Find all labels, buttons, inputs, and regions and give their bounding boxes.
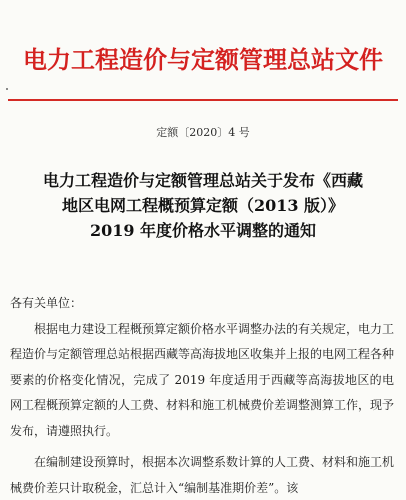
red-separator-line xyxy=(8,99,398,101)
body-paragraph-1: 根据电力建设工程概预算定额价格水平调整办法的有关规定，电力工程造价与定额管理总站根据西藏等高海拔地区收集并上报的电网工程各种要素的价格变化情况，完成了 2019 年度适用于西藏等高海拔地区的电网工程概预算定额的人工费、材料和施工机械费价差调整测算工作，现予发布，请遵照执行。 xyxy=(10,321,395,438)
issuer-header: 电力工程造价与定额管理总站文件 xyxy=(23,45,383,74)
notice-body xyxy=(10,291,394,500)
notice-title-line-1: 电力工程造价与定额管理总站关于发布《西藏 xyxy=(42,171,363,190)
scan-speck xyxy=(6,88,8,90)
salutation: 各有关单位： xyxy=(10,296,83,310)
notice-title xyxy=(8,168,398,243)
body-paragraph-2: 在编制建设预算时，根据本次调整系数计算的人工费、材料和施工机械费价差只计取税金，汇总计入“编制基准期价差”。该 xyxy=(10,455,395,495)
notice-title-line-3: 2019 年度价格水平调整的通知 xyxy=(89,221,317,240)
notice-title-line-2: 地区电网工程概预算定额（2013 版）》 xyxy=(61,196,345,215)
document-number: 定额〔2020〕4 号 xyxy=(156,126,250,139)
